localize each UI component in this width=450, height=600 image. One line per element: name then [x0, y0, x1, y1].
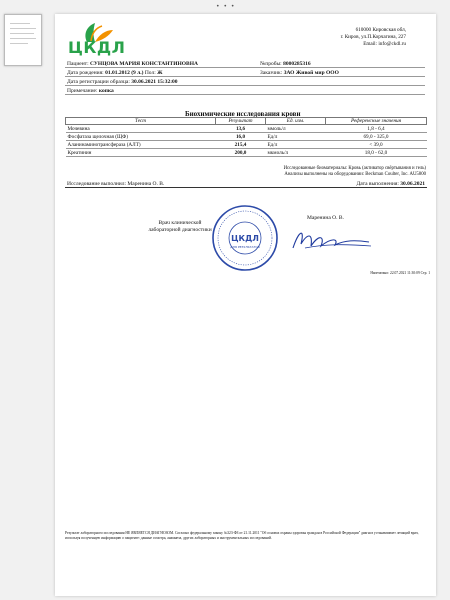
test-name: Аланинаминотрансфераза (АЛТ) — [66, 141, 216, 149]
result-value: 200,0 — [234, 149, 247, 156]
panel-title: Биохимические исследования крови — [185, 110, 301, 118]
address-line: 610000 Кировская обл, — [355, 27, 406, 33]
patient-row-2 — [65, 69, 425, 77]
patient-row-3 — [65, 78, 425, 86]
patient-row-4 — [65, 87, 425, 95]
col-unit: Ед. изм. — [266, 118, 326, 125]
table-header — [66, 118, 427, 125]
patient-name-label: Пациент: — [67, 61, 89, 67]
sex: Ж — [157, 70, 163, 76]
thumbnail-line — [10, 23, 30, 24]
performed-row — [65, 180, 427, 188]
col-result: Результат — [216, 118, 266, 125]
performed-date: 30.06.2021 — [400, 181, 425, 187]
thumbnail-line — [10, 33, 34, 34]
table-row — [66, 149, 427, 157]
printed-stamp: Напечатано: 22.07.2021 11:30:09 Стр. 1 — [370, 271, 430, 275]
address-line: г. Киров, ул.П.Корчагина, 227 — [340, 34, 406, 40]
client: ЗАО Живой мир ООО — [283, 70, 339, 76]
dob-label: Дата рождения: — [67, 70, 104, 76]
test-name: Фосфатаза щелочная (ЩФ) — [66, 133, 216, 141]
client-label: Заказчик: — [260, 70, 283, 76]
unit: Ед/л — [266, 133, 326, 141]
order-label: №пробы: — [260, 61, 282, 67]
table-row — [66, 133, 427, 141]
thumbnail-line — [10, 38, 36, 39]
note: копка — [98, 88, 114, 94]
table-row — [66, 125, 427, 133]
performed-by-label: Исследование выполнил: — [67, 181, 127, 187]
thumbnail-line — [10, 28, 36, 29]
biomaterial-note: Исследованные биоматериалы: Кровь (активатор свёртывания и гель) — [283, 166, 426, 171]
stamp-subtext: ДЛЯ РЕЗУЛЬТАТОВ — [230, 245, 260, 249]
unit: Ед/л — [266, 141, 326, 149]
lab-stamp-icon — [210, 203, 280, 273]
analysis-notes — [284, 166, 426, 178]
patient-name: СУНЦОВА МАРИЯ КОНСТАНТИНОВНА — [90, 61, 198, 67]
performed-date-label: Дата выполнения: — [356, 181, 399, 187]
performed-by: Маренина О. В. — [127, 181, 165, 187]
table-row — [66, 141, 427, 149]
lab-logo-text: ЦКДЛ — [68, 38, 126, 57]
document-page — [55, 14, 436, 596]
thumbnail-line — [10, 43, 28, 44]
doctor-name: Маренина О. В. — [307, 215, 344, 221]
results-table — [65, 117, 427, 157]
unit: мкмоль/л — [266, 149, 326, 157]
address-line: Email: info@ckdl.ru — [363, 41, 406, 47]
disclaimer: Результат лабораторного исследования НЕ ЯВЛЯЕТСЯ ДИАГНОЗОМ. Согласно федеральному закону №323-ФЗ от 21.11.2011 "Об основах охраны здоровья граждан в Российской Федерации" диагноз устанавливает лечащий врач, используя полученную информацию о пациенте: данные осмотра, анамнеза, других лабораторных и инструментальных исследований. — [65, 531, 419, 540]
patient-row-1 — [65, 60, 425, 68]
col-ref: Референсные значения — [326, 118, 427, 125]
position-line: Врач клинической — [158, 220, 202, 226]
viewer-toolbar — [0, 0, 450, 12]
ref-range: < 39,0 — [326, 141, 427, 149]
unit: ммоль/л — [266, 125, 326, 133]
stamp-text: ЦКДЛ — [231, 234, 259, 243]
col-test: Тест — [66, 118, 216, 125]
page-thumbnail[interactable] — [4, 14, 42, 66]
page-menu-icon[interactable]: • • • — [216, 3, 236, 10]
test-name: Мочевина — [66, 125, 216, 133]
equipment-note: Анализы выполнены на оборудовании: Beckman Coulter, Inc. AU5800 — [284, 172, 426, 177]
result-value: 13,6 — [235, 125, 246, 132]
test-name: Креатинин — [66, 149, 216, 157]
ref-range: 69,0 - 325,0 — [326, 133, 427, 141]
sex-label: Пол: — [144, 70, 156, 76]
ref-range: 1,8 - 6,4 — [326, 125, 427, 133]
lab-address — [341, 27, 406, 48]
result-value: 215,4 — [234, 141, 247, 148]
note-label: Примечание: — [67, 88, 98, 94]
result-value: 16,0 — [235, 133, 246, 140]
reg-date-label: Дата регистрации образца: — [67, 79, 130, 85]
reg-date: 30.06.2021 15:32:00 — [131, 79, 178, 85]
order-number: 8000285316 — [283, 61, 311, 67]
signature-icon — [285, 218, 375, 258]
dob: 01.01.2012 (9 л.) — [105, 70, 144, 76]
position-line: лабораторной диагностики — [148, 227, 212, 233]
ref-range: 18,0 - 62,0 — [326, 149, 427, 157]
